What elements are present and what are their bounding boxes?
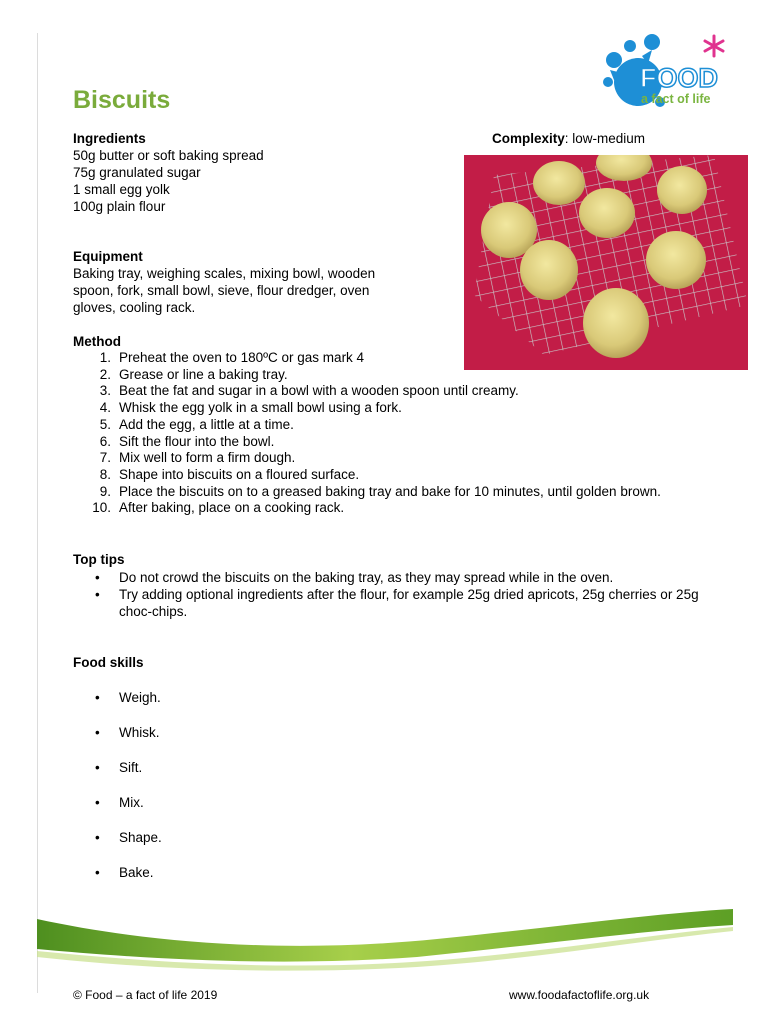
biscuits-on-cooling-rack-photo <box>464 155 748 370</box>
bullet-icon: • <box>95 830 100 845</box>
skill-text: Whisk. <box>119 725 160 740</box>
step-text: Shape into biscuits on a floured surface. <box>119 466 360 482</box>
step-text: Grease or line a baking tray. <box>119 366 288 382</box>
complexity-label: Complexity <box>492 131 565 146</box>
tip-item <box>73 586 709 620</box>
step-number: 9. <box>99 483 111 499</box>
equipment-section <box>73 248 375 316</box>
tip-text: Do not crowd the biscuits on the baking tray, as they may spread while in the oven. <box>119 570 614 585</box>
food-skills-list <box>73 689 709 899</box>
green-wave-decoration <box>37 905 733 975</box>
logo-word: FOOD <box>640 63 718 93</box>
food-a-fact-of-life-logo <box>600 30 734 110</box>
equipment-line: gloves, cooling rack. <box>73 300 196 315</box>
bullet-icon: • <box>95 690 100 705</box>
top-tips-list <box>73 569 709 620</box>
bullet-icon: • <box>95 570 100 585</box>
ingredients-section <box>73 130 264 215</box>
bullet-icon: • <box>95 587 100 602</box>
step-number: 5. <box>99 416 111 432</box>
step-number: 8. <box>99 466 111 482</box>
bullet-icon: • <box>95 760 100 775</box>
equipment-line: Baking tray, weighing scales, mixing bowl, wooden <box>73 266 376 281</box>
step-text: Beat the fat and sugar in a bowl with a wooden spoon until creamy. <box>119 383 519 399</box>
step-text: Add the egg, a little at a time. <box>119 416 294 432</box>
step-number: 7. <box>99 450 111 466</box>
equipment-heading: Equipment <box>73 249 143 264</box>
skill-item <box>73 759 709 794</box>
equipment-line: spoon, fork, small bowl, sieve, flour dredger, oven <box>73 283 370 298</box>
step-text: Mix well to form a firm dough. <box>119 450 296 466</box>
method-step <box>73 500 699 517</box>
tip-text: Try adding optional ingredients after the flour, for example 25g dried apricots, 25g cherries or 25g choc-chips. <box>119 587 699 619</box>
method-step <box>73 434 699 451</box>
method-step <box>73 484 699 501</box>
ingredient-item: 100g plain flour <box>73 199 166 214</box>
step-number: 6. <box>99 433 111 449</box>
complexity-value: : low-medium <box>564 131 646 146</box>
skill-item <box>73 794 709 829</box>
step-number: 3. <box>99 383 111 399</box>
method-step <box>73 467 699 484</box>
method-step <box>73 367 699 384</box>
footer-website-link[interactable]: www.foodafactoflife.org.uk <box>509 988 650 1002</box>
skill-item <box>73 864 709 899</box>
skill-text: Shape. <box>119 830 162 845</box>
skill-text: Sift. <box>119 760 143 775</box>
ingredients-heading: Ingredients <box>73 131 146 146</box>
step-number: 10. <box>92 500 111 516</box>
page-title: Biscuits <box>73 86 171 114</box>
method-step <box>73 350 699 367</box>
method-step <box>73 383 699 400</box>
skill-item <box>73 829 709 864</box>
ingredient-item: 1 small egg yolk <box>73 182 170 197</box>
skill-text: Bake. <box>119 865 154 880</box>
step-text: Preheat the oven to 180ºC or gas mark 4 <box>119 350 365 365</box>
skill-item <box>73 689 709 724</box>
bullet-icon: • <box>95 725 100 740</box>
skill-item <box>73 724 709 759</box>
bullet-icon: • <box>95 795 100 810</box>
step-text: Whisk the egg yolk in a small bowl using a fork. <box>119 400 402 416</box>
method-step <box>73 417 699 434</box>
footer-copyright: © Food – a fact of life 2019 <box>73 988 218 1002</box>
tip-item <box>73 569 709 586</box>
step-number: 4. <box>99 400 111 416</box>
bullet-icon: • <box>95 865 100 880</box>
ingredient-item: 75g granulated sugar <box>73 165 201 180</box>
biscuits-photo <box>464 155 748 370</box>
method-step <box>73 450 699 467</box>
page-margin-line <box>37 33 38 993</box>
step-text: Place the biscuits on to a greased baking tray and bake for 10 minutes, until golden brown. <box>119 483 661 499</box>
method-heading: Method <box>73 334 121 349</box>
method-step <box>73 400 699 417</box>
method-list <box>73 350 699 517</box>
logo-tagline: a fact of life <box>641 92 711 106</box>
top-tips-heading: Top tips <box>73 552 125 567</box>
step-text: After baking, place on a cooking rack. <box>119 500 345 516</box>
logo-asterisk-icon <box>705 36 723 56</box>
step-number: 1. <box>99 350 111 365</box>
step-number: 2. <box>99 366 111 382</box>
complexity-line <box>492 130 645 147</box>
step-text: Sift the flour into the bowl. <box>119 433 275 449</box>
ingredient-item: 50g butter or soft baking spread <box>73 148 264 163</box>
food-skills-heading: Food skills <box>73 655 144 670</box>
skill-text: Weigh. <box>119 690 161 705</box>
skill-text: Mix. <box>119 795 144 810</box>
